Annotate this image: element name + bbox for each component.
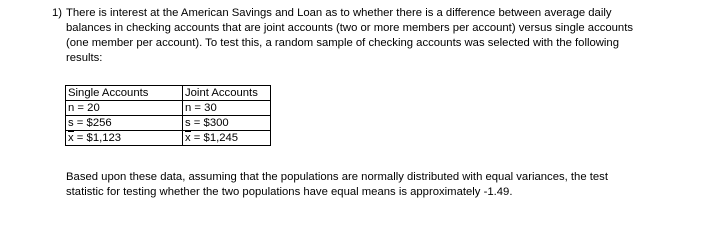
problem-first-line (52, 6, 702, 21)
single-sample-size (66, 101, 183, 116)
joint-s-label: s = (185, 117, 204, 129)
sample-results-table (65, 85, 271, 146)
problem-text-line-1: There is interest at the American Savings and Loan as to whether there is a difference between average daily (66, 7, 612, 19)
conclusion-line-2: statistic for testing whether the two populations have equal means is approximately -1.49. (66, 186, 513, 198)
joint-mean (183, 131, 271, 146)
single-n-value: 20 (87, 102, 100, 114)
single-n-label: n = (68, 102, 88, 114)
problem-number: 1) (52, 7, 63, 19)
single-s-value: $256 (86, 117, 112, 129)
joint-s-value: $300 (203, 117, 229, 129)
joint-n-value: 30 (204, 102, 217, 114)
problem-text-line-2: balances in checking accounts that are joint accounts (two or more members per account) versus single accounts (66, 22, 634, 34)
joint-n-label: n = (185, 102, 205, 114)
single-std-dev (66, 116, 183, 131)
joint-std-dev (183, 116, 271, 131)
single-mean-value: = $1,123 (76, 132, 122, 144)
table-row-std-dev (66, 116, 271, 131)
header-single-accounts: Single Accounts (66, 86, 183, 101)
problem-text-line-3: (one member per account). To test this, a random sample of checking accounts was selected with the following (66, 37, 619, 49)
joint-mean-value: = $1,245 (193, 132, 239, 144)
joint-xbar-symbol: x (185, 132, 191, 144)
header-joint-accounts: Joint Accounts (183, 86, 271, 101)
problem-statement (52, 6, 702, 66)
conclusion-statement (66, 170, 696, 200)
problem-text-line-4: results: (66, 52, 103, 64)
single-mean (66, 131, 183, 146)
table-header-row (66, 86, 271, 101)
table-row-sample-size (66, 101, 271, 116)
single-xbar-symbol: x (68, 132, 74, 144)
joint-sample-size (183, 101, 271, 116)
single-s-label: s = (68, 117, 87, 129)
table-row-mean (66, 131, 271, 146)
conclusion-line-1: Based upon these data, assuming that the populations are normally distributed with equal variances, the test (66, 171, 608, 183)
